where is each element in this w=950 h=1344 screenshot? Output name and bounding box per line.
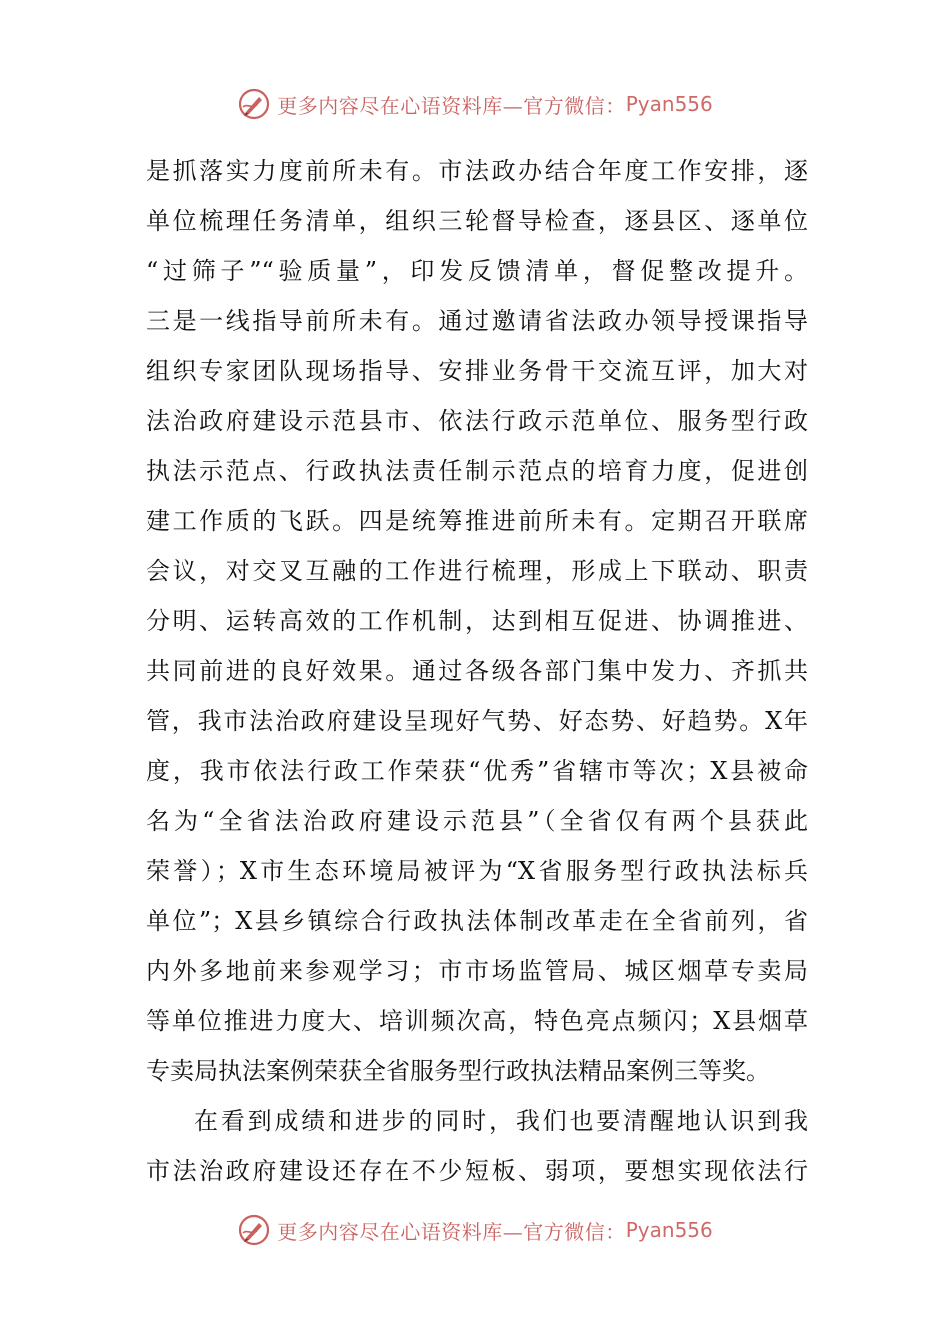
pen-logo-icon bbox=[237, 1213, 271, 1247]
banner-text: 更多内容尽在心语资料库—官方微信： bbox=[277, 1219, 626, 1244]
text-line: 名为“全省法治政府建设示范县”（全省仅有两个县获此 bbox=[146, 807, 808, 835]
document-body bbox=[146, 146, 808, 1196]
banner-wechat-id: Pyan556 bbox=[625, 92, 713, 116]
text-line: 等单位推进力度大、培训频次高，特色亮点频闪；X县烟草 bbox=[146, 1007, 808, 1035]
text-line: 市法治政府建设还存在不少短板、弱项，要想实现依法行 bbox=[146, 1157, 808, 1185]
text-line: 度，我市依法行政工作荣获“优秀”省辖市等次；X县被命 bbox=[146, 757, 808, 785]
pen-logo-icon bbox=[237, 87, 271, 121]
header-banner bbox=[0, 84, 950, 124]
text-line: 执法示范点、行政执法责任制示范点的培育力度，促进创 bbox=[146, 457, 808, 485]
paragraph-start-line: 在看到成绩和进步的同时，我们也要清醒地认识到我 bbox=[194, 1107, 808, 1135]
text-line: 三是一线指导前所未有。通过邀请省法政办领导授课指导 bbox=[146, 307, 808, 335]
text-line: 单位”；X县乡镇综合行政执法体制改革走在全省前列，省 bbox=[146, 907, 808, 935]
text-line: 单位梳理任务清单，组织三轮督导检查，逐县区、逐单位 bbox=[146, 207, 808, 235]
text-line: 内外多地前来参观学习；市市场监管局、城区烟草专卖局 bbox=[146, 957, 808, 985]
text-line: 会议，对交叉互融的工作进行梳理，形成上下联动、职责 bbox=[146, 557, 808, 585]
text-line: 管，我市法治政府建设呈现好气势、好态势、好趋势。X年 bbox=[146, 707, 808, 735]
text-line: 分明、运转高效的工作机制，达到相互促进、协调推进、 bbox=[146, 607, 808, 635]
banner-wechat-id: Pyan556 bbox=[625, 1218, 713, 1242]
footer-banner bbox=[0, 1210, 950, 1250]
text-line: 组织专家团队现场指导、安排业务骨干交流互评，加大对 bbox=[146, 357, 808, 385]
text-line: 是抓落实力度前所未有。市法政办结合年度工作安排，逐 bbox=[146, 157, 808, 185]
text-line: 共同前进的良好效果。通过各级各部门集中发力、齐抓共 bbox=[146, 657, 808, 685]
banner-text: 更多内容尽在心语资料库—官方微信： bbox=[277, 93, 626, 118]
text-line: 荣誉）；X市生态环境局被评为“X省服务型行政执法标兵 bbox=[146, 857, 808, 885]
text-line: 建工作质的飞跃。四是统筹推进前所未有。定期召开联席 bbox=[146, 507, 808, 535]
text-line: “过筛子”“验质量”，印发反馈清单，督促整改提升。 bbox=[146, 257, 808, 285]
text-line: 专卖局执法案例荣获全省服务型行政执法精品案例三等奖。 bbox=[146, 1057, 770, 1085]
text-line: 法治政府建设示范县市、依法行政示范单位、服务型行政 bbox=[146, 407, 808, 435]
